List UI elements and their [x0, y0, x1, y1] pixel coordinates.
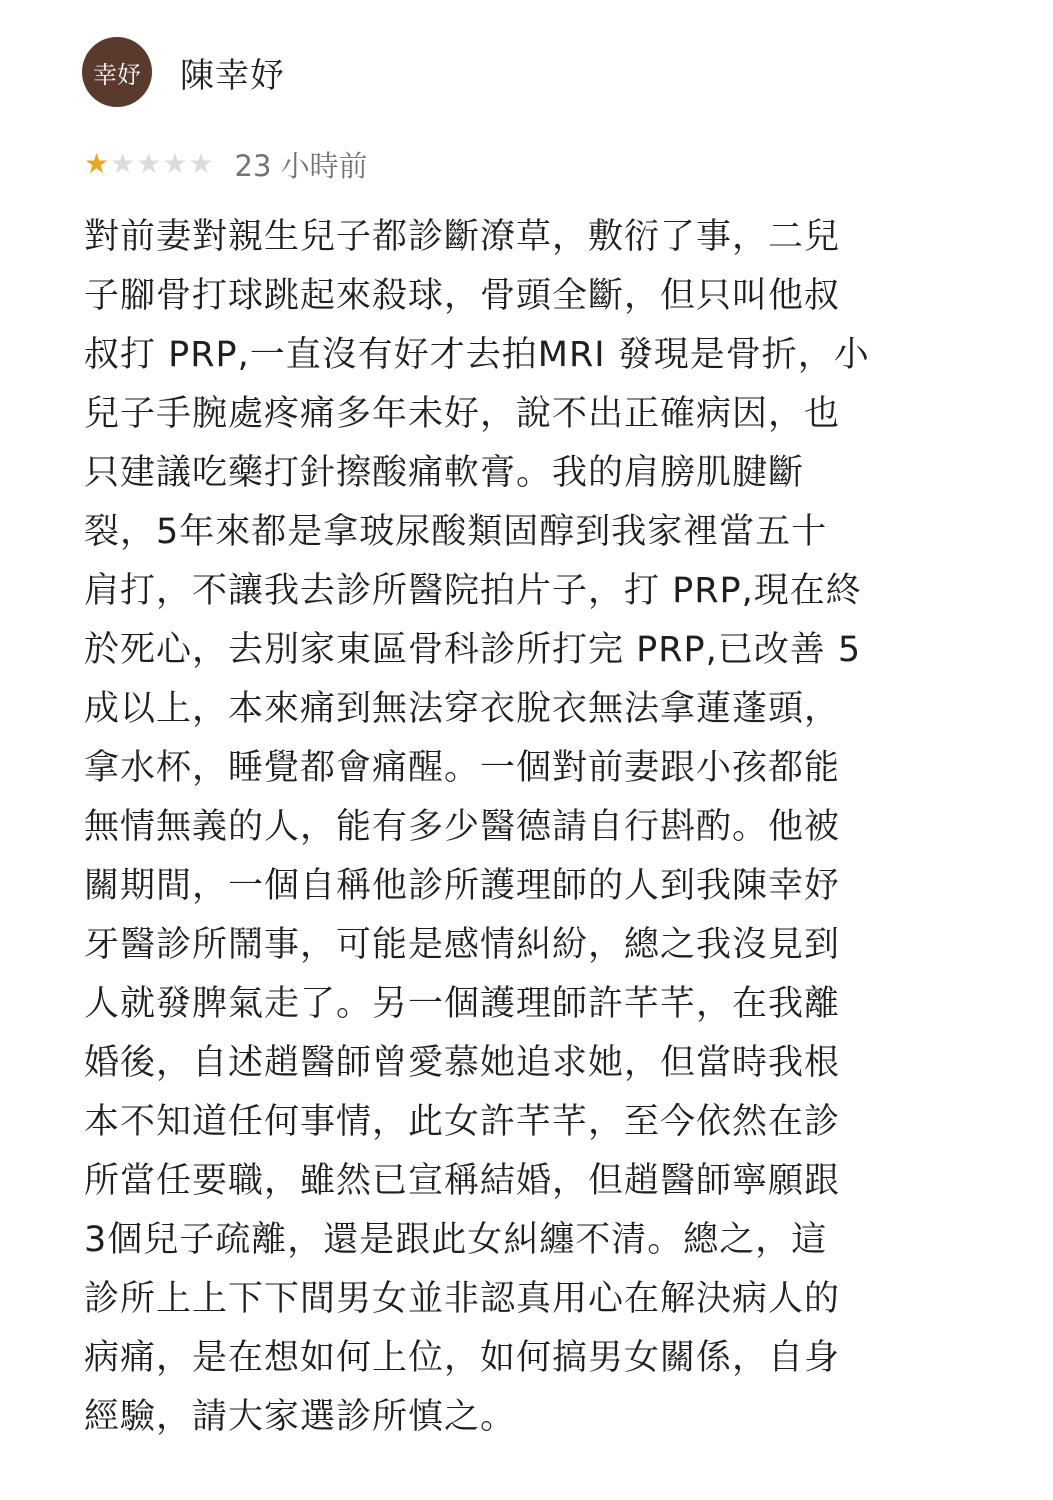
review-text-line: 人就發脾氣走了。另一個護理師許芊芊，在我離: [84, 984, 841, 1024]
review-text-line: 拿水杯，睡覺都會痛醒。一個對前妻跟小孩都能: [84, 748, 841, 788]
review-text-line: 3個兒子疏離，還是跟此女糾纏不清。總之，這: [84, 1220, 828, 1260]
star-empty-icon: ★: [162, 147, 188, 180]
review-text-line: 子腳骨打球跳起來殺球，骨頭全斷，但只叫他叔: [84, 276, 841, 316]
review-text-line: 本不知道任何事情，此女許芊芊，至今依然在診: [84, 1102, 841, 1142]
review-text-line: 經驗，請大家選診所慎之。: [84, 1397, 517, 1437]
author-name[interactable]: 陳幸妤: [180, 55, 285, 96]
star-empty-icon: ★: [110, 147, 136, 180]
review-header: [82, 38, 285, 106]
review-text-line: 對前妻對親生兒子都診斷潦草，敷衍了事，二兒: [84, 217, 841, 257]
review-text: [84, 208, 984, 1447]
review-text-line: 牙醫診所鬧事，可能是感情糾紛，總之我沒見到: [84, 925, 841, 965]
review-text-line: 病痛，是在想如何上位，如何搞男女關係，自身: [84, 1338, 841, 1378]
review-text-line: 診所上上下下間男女並非認真用心在解決病人的: [84, 1279, 841, 1319]
star-empty-icon: ★: [136, 147, 162, 180]
review-text-line: 肩打，不讓我去診所醫院拍片子，打 PRP,現在終: [84, 571, 862, 611]
star-filled-icon: ★: [84, 147, 110, 180]
review-text-line: 關期間，一個自稱他診所護理師的人到我陳幸妤: [84, 866, 841, 906]
review-text-line: 於死心，去別家東區骨科診所打完 PRP,已改善 5: [84, 630, 862, 670]
star-empty-icon: ★: [188, 147, 214, 180]
review-text-line: 成以上，本來痛到無法穿衣脫衣無法拿蓮蓬頭，: [84, 689, 841, 729]
review-text-line: 兒子手腕處疼痛多年未好，說不出正確病因，也: [84, 394, 841, 434]
review-text-line: 無情無義的人，能有多少醫德請自行斟酌。他被: [84, 807, 841, 847]
review-text-line: 婚後，自述趙醫師曾愛慕她追求她，但當時我根: [84, 1043, 841, 1083]
review-text-line: 所當任要職，雖然已宣稱結婚，但趙醫師寧願跟: [84, 1161, 841, 1201]
star-rating: [84, 147, 215, 180]
avatar[interactable]: 幸妤: [82, 37, 152, 107]
review-text-line: 叔打 PRP,一直沒有好才去拍MRI 發現是骨折，小: [84, 335, 870, 375]
review-text-line: 只建議吃藥打針擦酸痛軟膏。我的肩膀肌腱斷: [84, 453, 805, 493]
review-time: 23 小時前: [234, 148, 368, 183]
review-text-line: 裂，5年來都是拿玻尿酸類固醇到我家裡當五十: [84, 512, 828, 552]
review-meta: [84, 144, 368, 184]
